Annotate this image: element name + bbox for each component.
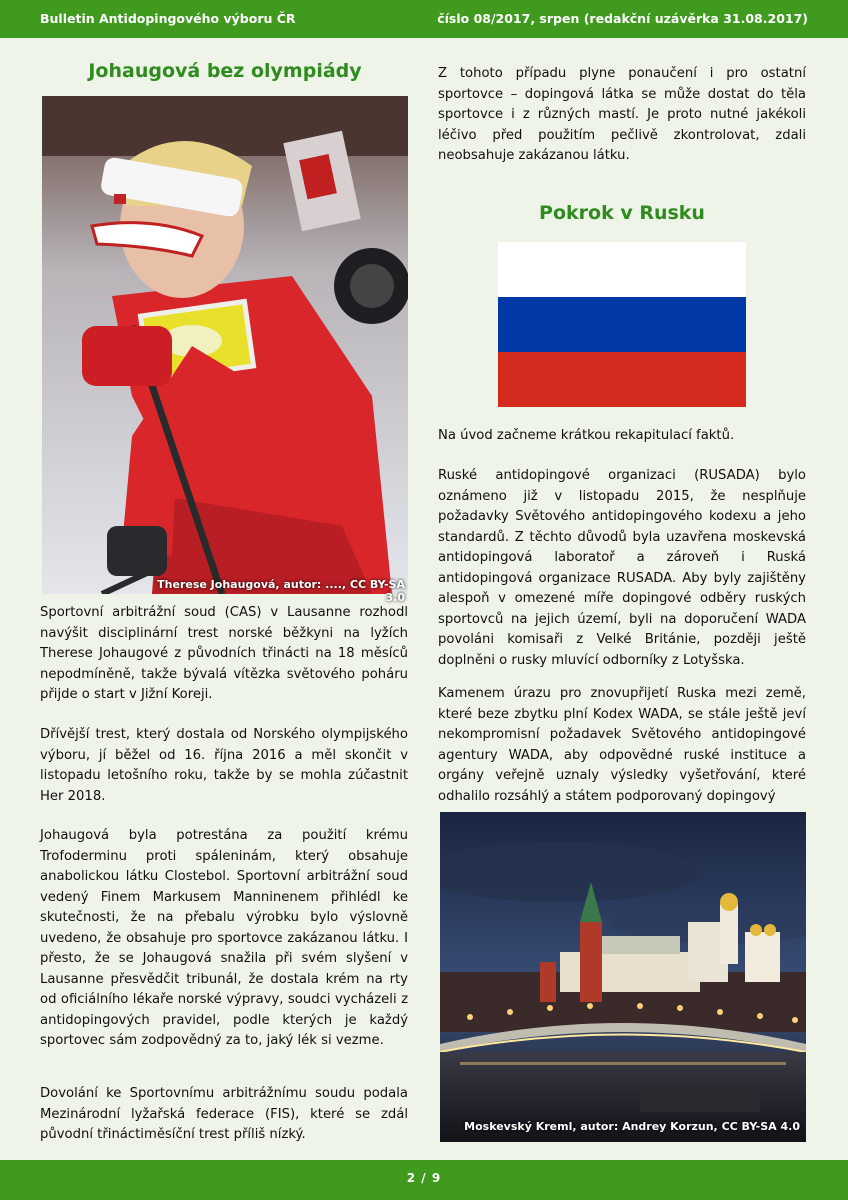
russia-paragraph-3: Kamenem úrazu pro znovupřijetí Ruska mezi země, které beze zbytku plní Kodex WADA, se stále ještě jeví nekompromisní požadavek Světového antidopingové agentury WADA, aby odpovědné ruské instituce a orgány veřejně uznaly výsledky vyšetřování, které odhalilo rozsáhlý a státem podporovaný dopingový (438, 686, 806, 804)
footer-bar (0, 1160, 848, 1200)
russia-paragraph-2: Ruské antidopingové organizaci (RUSADA) bylo oznámeno již v listopadu 2015, že nesplňuje požadavky Světového antidopingového kodexu a jeho standardů. Z těchto důvodů byla uzavřena moskevská antidopingová laboratoř a zároveň i Ruská antidopingová organizace RUSADA. Aby byly zajištěny alespoň v omezené míře dopingové odběry ruských sportovců na jejich území, byli na doporučení WADA povoláni komisaři z Velké Británie, později ještě doplněni o rusky mluvící odborníky z Lotyšska. (438, 468, 806, 668)
russian-flag (498, 242, 746, 407)
skier-photo-caption: Therese Johaugová, autor: ...., CC BY-SA 3.0 (157, 578, 405, 604)
kremlin-photo (440, 812, 806, 1142)
kremlin-photo-caption: Moskevský Kreml, autor: Andrey Korzun, CC BY-SA 4.0 (464, 1120, 800, 1133)
flag-stripe-red (498, 352, 746, 407)
johaug-paragraph-3: Johaugová byla potrestána za použití krému Trofoderminu proti spáleninám, který obsahuje anabolickou látku Clostebol. Sportovní arbitrážní soud vedený Finem Markusem Manninenem přihlédl ke skutečnosti, že na přebalu výrobku bylo výslovně uvedeno, že obsahuje pro sportovce zakázanou látku. I přesto, že se Johaugová snažila při svém slyšení v Lausanne přesvědčit tribunál, že dostala krém na rty od oficiálního lékaře norské výpravy, soudci vycházeli z antidopingových pravidel, podle kterých je každý sportovec sám zodpovědný za to, jaký lék si vezme. (40, 828, 408, 1048)
johaug-paragraph-1: Sportovní arbitrážní soud (CAS) v Lausanne rozhodl navýšit disciplinární trest norské běžkyni na lyžích Therese Johaugové z původních třinácti na 18 měsíců nepodmíněně, takže bývalá vítězka světového poháru přijde o start v Jižní Koreji. (40, 605, 408, 702)
issue-info: číslo 08/2017, srpen (redakční uzávěrka 31.08.2017) (437, 11, 808, 26)
russia-paragraph-1: Na úvod začneme krátkou rekapitulací faktů. (438, 428, 735, 443)
kremlin-illustration (440, 812, 806, 1142)
bulletin-title: Bulletin Antidopingového výboru ČR (40, 11, 296, 26)
article-title-johaug: Johaugová bez olympiády (88, 60, 362, 82)
johaug-paragraph-2: Dřívější trest, který dostala od Norského olympijského výboru, jí běžel od 16. října 2016 a měl skončit v listopadu letošního roku, takže by se mohla zúčastnit Her 2018. (40, 727, 408, 804)
skier-illustration (42, 96, 408, 594)
article-title-russia: Pokrok v Rusku (539, 202, 705, 224)
flag-stripe-blue (498, 297, 746, 352)
johaug-paragraph-4: Dovolání ke Sportovnímu arbitrážnímu soudu podala Mezinárodní lyžařská federace (FIS), které se zdál původní třináctiměsíční trest příliš nízký. (40, 1086, 408, 1142)
skier-photo (42, 96, 408, 594)
page-number: 2 / 9 (406, 1171, 442, 1185)
header-bar (0, 0, 848, 38)
flag-stripe-white (498, 242, 746, 297)
lesson-paragraph: Z tohoto případu plyne ponaučení i pro ostatní sportovce – dopingová látka se může dostat do těla sportovce i z různých mastí. Je proto nutné jakékoli léčivo před použitím pečlivě zkontrolovat, zdali neobsahuje zakázanou látku. (438, 66, 806, 163)
